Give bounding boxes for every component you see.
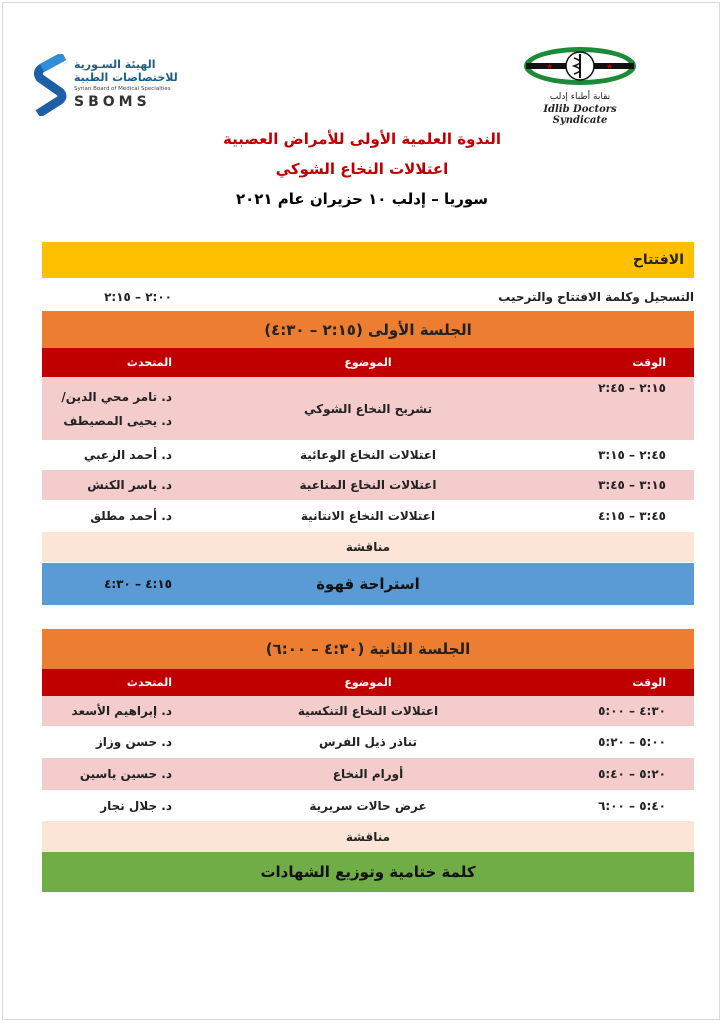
session2-column-headers [42, 669, 694, 696]
row-speaker: د. إبراهيم الأسعد [71, 704, 172, 718]
row-time: ٤:٣٠ – ٥:٠٠ [598, 704, 666, 718]
row-topic: اعتلالات النخاع الانتانية [300, 509, 436, 523]
svg-text:★: ★ [606, 62, 614, 71]
coffee-break-bar [42, 563, 694, 605]
coffee-break-label: استراحة قهوة [316, 575, 420, 593]
opening-row [42, 284, 694, 310]
sboms-arabic-line1: الهيئة السـورية [74, 58, 156, 71]
row-speaker: د. حسن وزاز [95, 735, 172, 749]
session1-title: الجلسة الأولى (٢:١٥ – ٤:٣٠) [264, 320, 472, 339]
row-speaker: د. أحمد الزعبي [83, 448, 172, 462]
table-row [42, 696, 694, 726]
syndicate-emblem-icon [520, 44, 640, 94]
opening-bar [42, 242, 694, 278]
closing-bar [42, 852, 694, 892]
coffee-break-time: ٤:١٥ – ٤:٣٠ [104, 577, 172, 591]
table-row [42, 790, 694, 821]
speaker-line1: د. تامر محي الدين/ [61, 389, 172, 404]
table-row [42, 758, 694, 790]
row-speaker: د. جلال نجار [100, 798, 172, 813]
col-header-time: الوقت [632, 356, 666, 369]
sboms-arabic-line2: للاختصاصات الطبية [74, 71, 178, 84]
session2-title-bar [42, 629, 694, 669]
table-row [42, 726, 694, 758]
sboms-s-icon [34, 54, 68, 116]
row-time: ٣:١٥ – ٣:٤٥ [598, 478, 666, 492]
row-topic: تناذر ذيل الفرس [319, 735, 417, 749]
row-speaker: د. حسين ياسين [79, 767, 172, 781]
syndicate-english-name: Idlib Doctors Syndicate [543, 104, 617, 126]
col-header-topic: الموضوع [344, 356, 392, 369]
sboms-logo [34, 54, 184, 116]
row-topic: اعتلالات النخاع التنكسية [297, 704, 439, 718]
table-row [42, 470, 694, 500]
row-topic: تشريح النخاع الشوكي [303, 401, 433, 416]
session2-title: الجلسة الثانية (٤:٣٠ – ٦:٠٠) [265, 640, 471, 658]
row-speaker: د. أحمد مطلق [90, 509, 172, 523]
svg-text:★: ★ [546, 62, 554, 71]
idlib-doctors-syndicate-logo [520, 44, 640, 126]
col-header-speaker: المتحدث [126, 676, 172, 689]
discussion-row [42, 532, 694, 562]
place-date: سوريا – إدلب ١٠ حزيران عام ٢٠٢١ [235, 190, 489, 208]
row-topic: اعتلالات النخاع المناعية [299, 478, 437, 492]
session1-column-headers [42, 348, 694, 377]
closing-label: كلمة ختامية وتوزيع الشهادات [260, 863, 476, 881]
table-row [42, 377, 694, 440]
table-row [42, 500, 694, 532]
row-speaker: د. ياسر الكنش [87, 478, 172, 492]
symposium-subtitle: اعتلالات النخاع الشوكي [275, 160, 449, 178]
opening-time: ٢:٠٠ – ٢:١٥ [104, 290, 172, 304]
table-row [42, 440, 694, 470]
row-topic: أورام النخاع [332, 767, 404, 781]
discussion-row [42, 821, 694, 852]
session1-title-bar [42, 311, 694, 348]
row-time: ٢:٤٥ – ٣:١٥ [598, 448, 666, 462]
row-topic: اعتلالات النخاع الوعائية [299, 448, 437, 462]
col-header-time: الوقت [632, 676, 666, 689]
opening-item: التسجيل وكلمة الافتتاح والترحيب [498, 290, 694, 304]
symposium-title: الندوة العلمية الأولى للأمراض العصبية [222, 130, 502, 148]
row-time: ٥:٤٠ – ٦:٠٠ [598, 798, 666, 813]
row-time: ٢:١٥ – ٢:٤٥ [598, 381, 666, 395]
col-header-speaker: المتحدث [126, 356, 172, 369]
row-topic: عرض حالات سريرية [309, 798, 427, 813]
row-time: ٥:٠٠ – ٥:٢٠ [598, 735, 666, 749]
row-speaker [42, 377, 182, 440]
row-time: ٣:٤٥ – ٤:١٥ [598, 509, 666, 523]
col-header-topic: الموضوع [344, 676, 392, 689]
discussion-label: مناقشة [345, 540, 391, 554]
row-time: ٥:٢٠ – ٥:٤٠ [598, 767, 666, 781]
opening-label: الافتتاح [632, 252, 684, 268]
sboms-english-name: Syrian Board of Medical Specialties [74, 86, 171, 92]
syndicate-arabic-name: نقابة أطباء إدلب [549, 92, 611, 102]
sboms-abbreviation: SBOMS [74, 94, 151, 110]
discussion-label: مناقشة [345, 829, 391, 844]
speaker-line2: د. يحيى المصيطف [63, 413, 172, 428]
